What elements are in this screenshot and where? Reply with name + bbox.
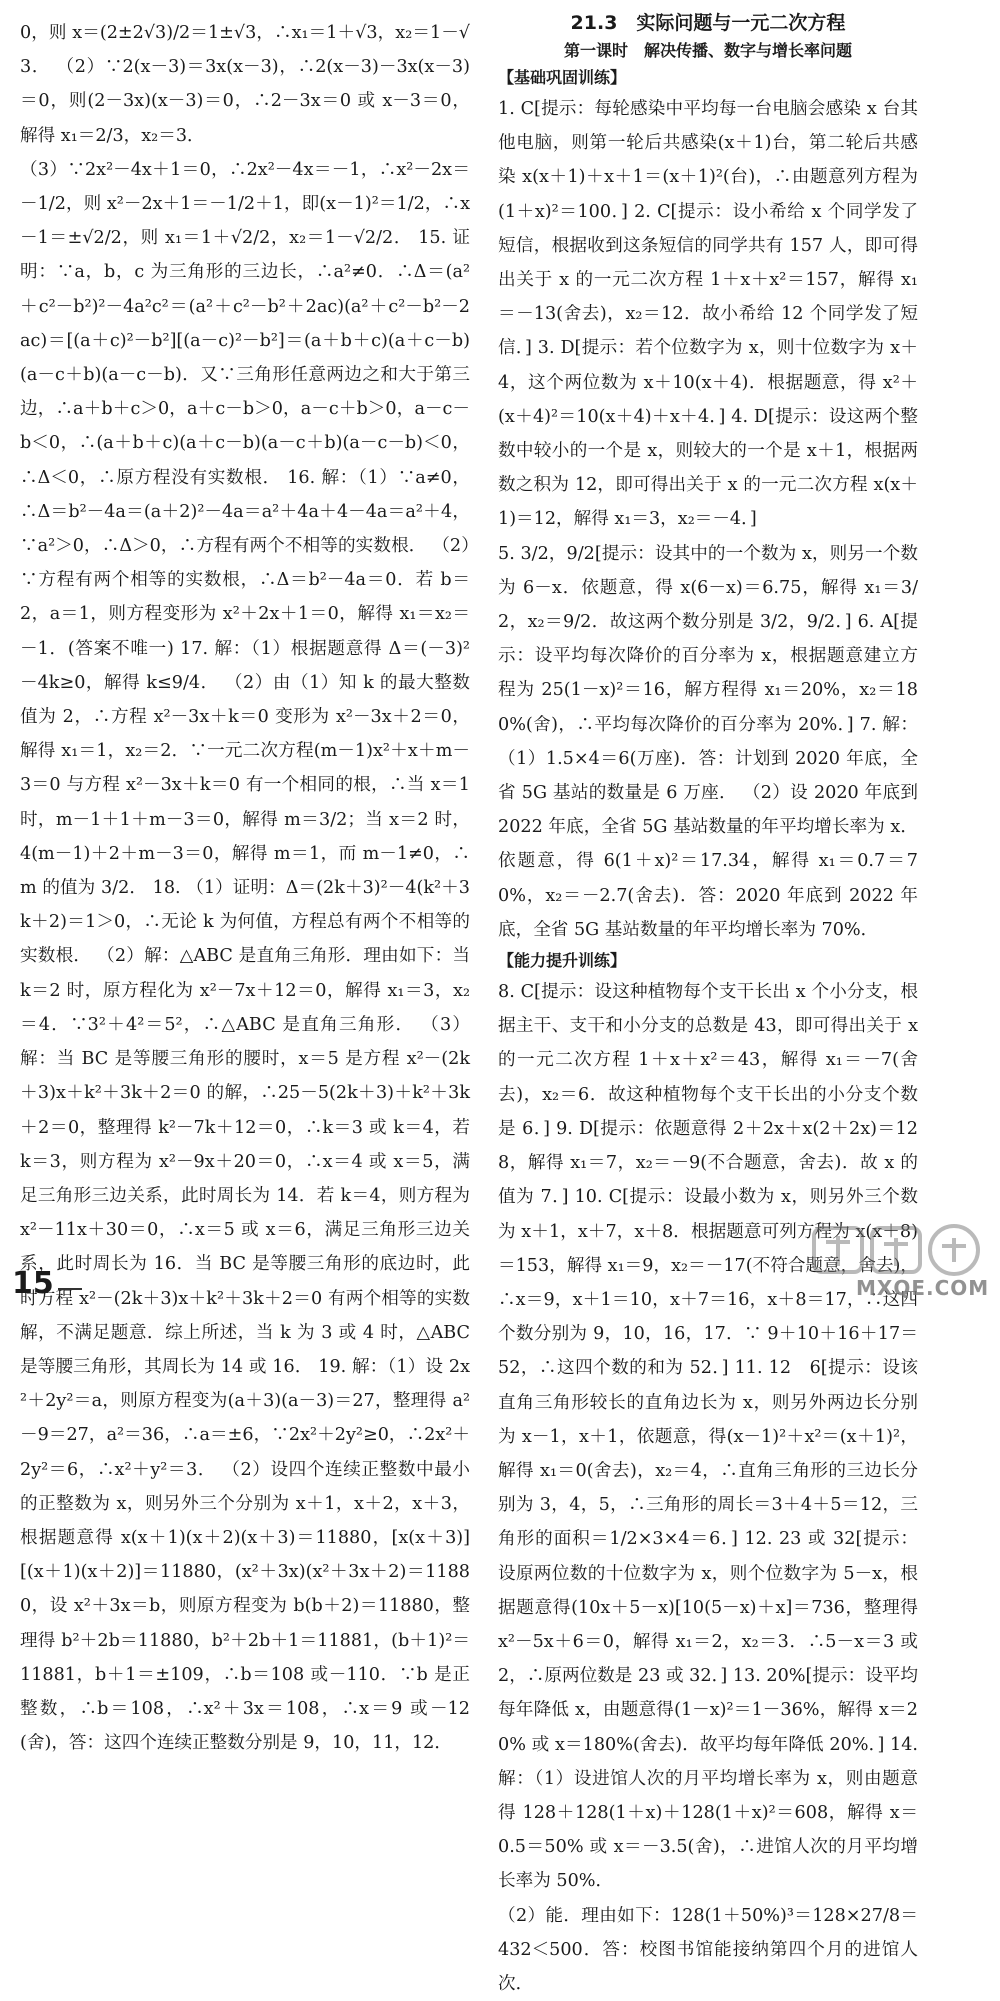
answer-paragraph: 5. 3/2，9/2[提示：设其中的一个数为 x，则另一个数为 6－x．依题意，得 x(6－x)＝6.75，解得 x₁＝3/2，x₂＝9/2．故这两个数分别是 3/2，9/2．] 6. A[提示：设平均每次降价的百分率为 x，根据题意建立方程为 25(1－x)²＝16，解方程得 x₁＝20%，x₂＝180%(舍)，∴平均每次降价的百分率为 20%．] 7. 解：（1）1.5×4＝6(万座)．答：计划到 2020 年底，全省 5G 基站的数量是 6 万座． （2）设 2020 年底到 2022 年底，全省 5G 基站数量的年平均增长率为 x．依题意，得 6(1＋x)²＝17.34，解得 x₁＝0.7＝70%，x₂＝－2.7(舍去)．答：2020 年底到 2022 年底，全省 5G 基站数量的年平均增长率为 70%．: [498, 543, 918, 940]
page-number: 15: [12, 1266, 54, 1301]
answer-paragraph: 1. C[提示：每轮感染中平均每一台电脑会感染 x 台其他电脑，则第一轮后共感染(x＋1)台，第二轮后共感染 x(x＋1)＋x＋1＝(x＋1)²(台)，∴由题意列方程为(1＋x)²＝100．] 2. C[提示：设小希给 x 个同学发了短信，根据收到这条短信的同学共有 157 人，即可得出关于 x 的一元二次方程 1＋x＋x²＝157，解得 x₁＝－13(舍去)，x₂＝12．故小希给 12 个同学发了短信．] 3. D[提示：若个位数字为 x，则十位数字为 x＋4，这个两位数为 x＋10(x＋4)．根据题意，得 x²＋(x＋4)²＝10(x＋4)＋x＋4．] 4. D[提示：设这两个整数中较小的一个是 x，则较大的一个是 x＋1，根据两数之积为 12，即可得出关于 x 的一元二次方程 x(x＋1)＝12，解得 x₁＝3，x₂＝－4．]: [498, 99, 918, 530]
left-answer-column: [20, 16, 470, 1760]
answer-paragraph: （3）∵2x²－4x＋1＝0，∴2x²－4x＝－1，∴x²－2x＝－1/2，则 x²－2x＋1＝－1/2＋1，即(x－1)²＝1/2，∴x－1＝±√2/2，则 x₁＝1＋√2/2，x₂＝1－√2/2． 15. 证明：∵a，b，c 为三角形的三边长，∴a²≠0．∴Δ＝(a²＋c²－b²)²－4a²c²＝(a²＋c²－b²＋2ac)(a²＋c²－b²－2ac)＝[(a＋c)²－b²][(a－c)²－b²]＝(a＋b＋c)(a＋c－b)(a－c＋b)(a－c－b)．又∵三角形任意两边之和大于第三边，∴a＋b＋c＞0，a＋c－b＞0，a－c＋b＞0，a－c－b＜0，∴(a＋b＋c)(a＋c－b)(a－c＋b)(a－c－b)＜0，∴Δ＜0，∴原方程没有实数根． 16. 解：（1）∵a≠0，∴Δ＝b²－4a＝(a＋2)²－4a＝a²＋4a＋4－4a＝a²＋4，∵a²＞0，∴Δ＞0，∴方程有两个不相等的实数根． （2）∵方程有两个相等的实数根，∴Δ＝b²－4a＝0．若 b＝2，a＝1，则方程变形为 x²＋2x＋1＝0，解得 x₁＝x₂＝－1．(答案不唯一) 17. 解：（1）根据题意得 Δ＝(－3)²－4k≥0，解得 k≤9/4． （2）由（1）知 k 的最大整数值为 2，∴方程 x²－3x＋k＝0 变形为 x²－3x＋2＝0，解得 x₁＝1，x₂＝2．∵一元二次方程(m－1)x²＋x＋m－3＝0 与方程 x²－3x＋k＝0 有一个相同的根，∴当 x＝1 时，m－1＋1＋m－3＝0，解得 m＝3/2；当 x＝2 时，4(m－1)＋2＋m－3＝0，解得 m＝1，而 m－1≠0，∴m 的值为 3/2． 18. （1）证明：Δ＝(2k＋3)²－4(k²＋3k＋2)＝1＞0，∴无论 k 为何值，方程总有两个不相等的实数根． （2）解：△ABC 是直角三角形．理由如下：当 k＝2 时，原方程化为 x²－7x＋12＝0，解得 x₁＝3，x₂＝4．∵3²＋4²＝5²，∴△ABC 是直角三角形． （3）解：当 BC 是等腰三角形的腰时，x＝5 是方程 x²－(2k＋3)x＋k²＋3k＋2＝0 的解，∴25－5(2k＋3)＋k²＋3k＋2＝0，整理得 k²－7k＋12＝0，∴k＝3 或 k＝4，若 k＝3，则方程为 x²－9x＋20＝0，∴x＝4 或 x＝5，满足三角形三边关系，此时周长为 14．若 k＝4，则方程为 x²－11x＋30＝0，∴x＝5 或 x＝6，满足三角形三边关系，此时周长为 16．当 BC 是等腰三角形的底边时，此时方程 x²－(2k＋3)x＋k²＋3k＋2＝0 有两个相等的实数解，不满足题意．综上所述，当 k 为 3 或 4 时，△ABC 是等腰三角形，其周长为 14 或 16． 19. 解：（1）设 2x²＋2y²＝a，则原方程变为(a＋3)(a－3)＝27，整理得 a²－9＝27，a²＝36，∴a＝±6，∵2x²＋2y²≥0，∴2x²＋2y²＝6，∴x²＋y²＝3． （2）设四个连续正整数中最小的正整数为 x，则另外三个分别为 x＋1，x＋2，x＋3，根据题意得 x(x＋1)(x＋2)(x＋3)＝11880，[x(x＋3)][(x＋1)(x＋2)]＝11880，(x²＋3x)(x²＋3x＋2)＝11880，设 x²＋3x＝b，则原方程变为 b(b＋2)＝11880，整理得 b²＋2b＝11880，b²＋2b＋1＝11881，(b＋1)²＝11881，b＋1＝±109，∴b＝108 或－110．∵b 是正整数，∴b＝108，∴x²＋3x＝108，∴x＝9 或－12(舍)，答：这四个连续正整数分别是 9，10，11，12．: [20, 159, 470, 1754]
page-number-rule: [58, 1288, 82, 1290]
lesson-title: 第一课时 解决传播、数字与增长率问题: [563, 41, 852, 60]
answer-paragraph: 0，则 x＝(2±2√3)/2＝1±√3，∴x₁＝1＋√3，x₂＝1－√3． （2）∵2(x－3)＝3x(x－3)，∴2(x－3)－3x(x－3)＝0，则(2－3x)(x－3)＝0，∴2－3x＝0 或 x－3＝0，解得 x₁＝2/3，x₂＝3．: [20, 23, 470, 146]
answer-paragraph: （2）能．理由如下：128(1＋50%)³＝128×27/8＝432＜500．答：校图书馆能接纳第四个月的进馆人次．: [498, 1905, 918, 1994]
basic-training-heading: 【基础巩固训练】: [498, 68, 627, 87]
advanced-training-heading: 【能力提升训练】: [498, 951, 627, 971]
answer-paragraph: 8. C[提示：设这种植物每个支干长出 x 个小分支，根据主干、支干和小分支的总数是 43，即可得出关于 x 的一元二次方程 1＋x＋x²＝43，解得 x₁＝－7(舍去)，x₂＝6．故这种植物每个支干长出的小分支个数是 6．] 9. D[提示：依题意得 2＋2x＋x(2＋2x)＝128，解得 x₁＝7，x₂＝－9(不合题意，舍去)．故 x 的值为 7．] 10. C[提示：设最小数为 x，则另外三个数为 x＋1，x＋7，x＋8．根据题意可列方程为 x(x＋8)＝153，解得 x₁＝9，x₂＝－17(不符合题意，舍去)，∴x＝9，x＋1＝10，x＋7＝16，x＋8＝17，∴这四个数分别为 9，10，16，17．∵ 9＋10＋16＋17＝52，∴这四个数的和为 52．] 11. 12 6[提示：设该直角三角形较长的直角边长为 x，则另外两边长分别为 x－1，x＋1，依题意，得(x－1)²＋x²＝(x＋1)²，解得 x₁＝0(舍去)，x₂＝4，∴直角三角形的三边长分别为 3，4，5，∴三角形的周长＝3＋4＋5＝12，三角形的面积＝1/2×3×4＝6．] 12. 23 或 32[提示：设原两位数的十位数字为 x，则个位数字为 5－x，根据题意得(10x＋5－x)[10(5－x)＋x]＝736，整理得 x²－5x＋6＝0，解得 x₁＝2，x₂＝3．∴5－x＝3 或 2，∴原两位数是 23 或 32．] 13. 20%[提示：设平均每年降低 x，由题意得(1－x)²＝1－36%，解得 x＝20% 或 x＝180%(舍去)．故平均每年降低 20%．] 14. 解：（1）设进馆人次的月平均增长率为 x，则由题意得 128＋128(1＋x)＋128(1＋x)²＝608，解得 x＝0.5＝50% 或 x＝－3.5(舍)，∴进馆人次的月平均增长率为 50%．: [498, 982, 918, 1892]
section-title: 21.3 实际问题与一元二次方程: [570, 12, 846, 34]
right-answer-column: [498, 8, 918, 2001]
watermark-text: MXQE.COM: [856, 1276, 990, 1300]
